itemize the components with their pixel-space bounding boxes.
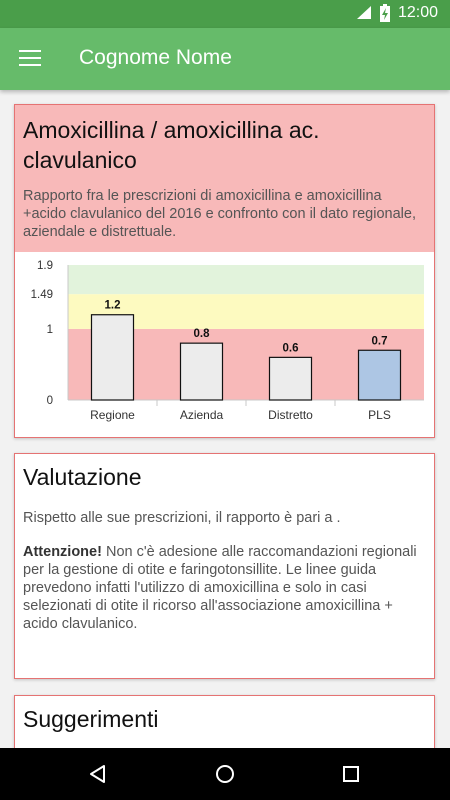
status-bar [0,0,450,28]
home-circle-icon[interactable] [213,762,237,786]
suggerimenti-card [14,695,435,748]
y-tick-label: 0 [46,395,53,407]
suggerimenti-title: Suggerimenti [23,706,159,732]
drug-description: Rapporto fra le prescrizioni di amoxicillina e amoxicillina +acido clavulanico del 2016 e confronto con il dato regionale, aziendale e distrettuale. [23,188,416,240]
y-tick-label: 1 [46,323,53,336]
valutazione-text: Rispetto alle sue prescrizioni, il rapporto è pari a . [23,510,341,526]
data-label: 0.6 [282,342,299,355]
x-tick-label: Azienda [179,408,224,422]
main-content[interactable] [0,90,450,748]
y-tick-label: 1.9 [37,260,53,272]
warning-text: Non c'è adesione alle raccomandazioni regionali per la gestione di otite e faringotonsillite. Le linee guida prevedono infatti l'utilizzo di amoxicillina e solo in casi selezionati di otite il ricorso all'associazione amoxicillina + acido clavulanico. [23,544,417,632]
data-label: 0.7 [371,335,388,348]
valutazione-title: Valutazione [23,464,142,490]
valutazione-warning [23,543,426,633]
data-label: 1.2 [104,299,121,312]
data-label: 0.8 [193,328,210,341]
page-title: Cognome Nome [79,46,232,69]
bar-chart [15,252,434,437]
bar-pls [359,350,401,400]
navigation-bar [0,748,450,800]
warning-label: Attenzione! [23,544,102,560]
x-tick-label: Regione [90,408,135,422]
status-time: 12:00 [397,4,438,21]
hamburger-menu-icon[interactable] [19,50,41,68]
y-tick-label: 1.49 [30,289,53,302]
valutazione-card [14,453,435,679]
x-tick-label: Distretto [268,408,313,422]
drug-title: Amoxicillina / amoxicillina ac. clavulanico [23,117,320,173]
band-2 [68,265,424,294]
app-bar [0,28,450,90]
recents-square-icon[interactable] [339,762,363,786]
chart-card [14,104,435,438]
battery-charging-icon [380,4,390,22]
chart-card-header [15,105,434,252]
bar-regione [92,315,134,400]
back-triangle-icon[interactable] [86,762,110,786]
wifi-icon [356,5,372,21]
bar-azienda [181,343,223,400]
x-tick-label: PLS [368,408,391,422]
bar-distretto [270,357,312,400]
